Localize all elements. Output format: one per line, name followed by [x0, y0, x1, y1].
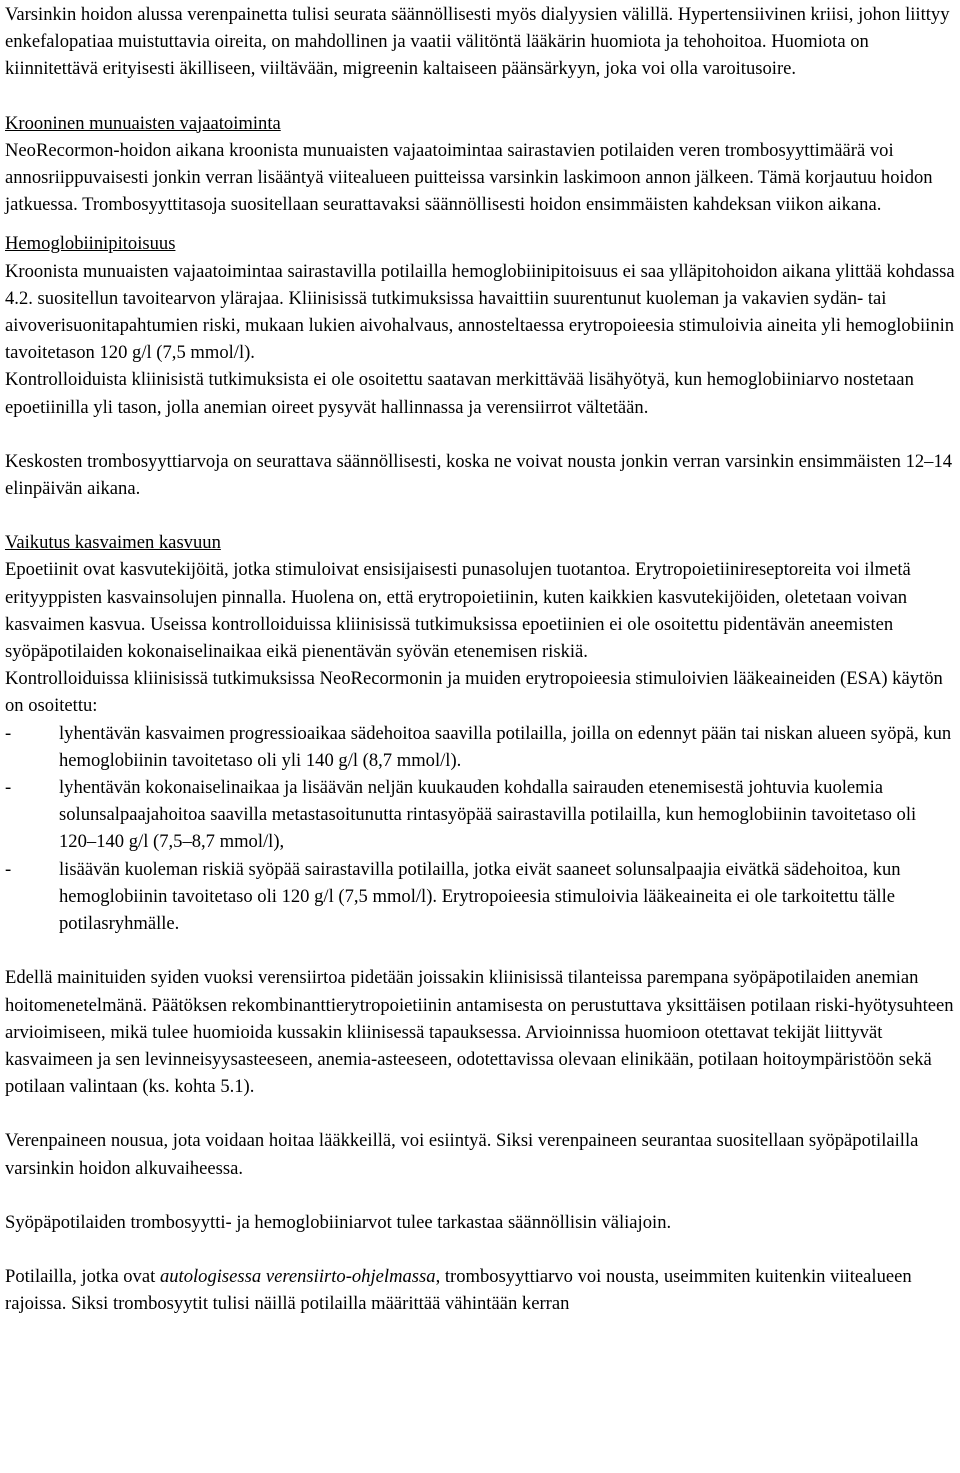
cancer-labs-paragraph: Syöpäpotilaiden trombosyytti- ja hemoglobiiniarvot tulee tarkastaa säännöllisin väliajoin. [5, 1211, 672, 1233]
list-dash: - [5, 858, 12, 880]
list-dash: - [5, 777, 12, 799]
spacer [5, 502, 955, 529]
spacer [5, 1100, 955, 1127]
list-item-text: lisäävän kuoleman riskiä syöpää sairastavilla potilailla, jotka eivät saaneet solunsalpaajia eivätkä sädehoitoa, kun hemoglobiinin tavoitetaso oli 120 g/l (7,5 mmol/l). Erytropoieesia stimuloivia lääkeaineita ei ole tarkoitettu tälle potilasryhmälle. [59, 858, 901, 935]
ckd-paragraph: NeoRecormon-hoidon aikana kroonista munuaisten vajaatoimintaa sairastavien potilaiden veren trombosyyttimäärä voi annosriippuvaisesti jonkin verran lisääntyä viitealueen puitteissa varsinkin laskimoon annon jälkeen. Tämä korjautuu hoidon jatkuessa. Trombosyyttitasoja suositellaan seurattavaksi säännöllisesti hoidon ensimmäisten kahdeksan viikon aikana. [5, 139, 933, 216]
tumour-growth-heading: Vaikutus kasvaimen kasvuun [5, 532, 221, 554]
spacer [5, 218, 955, 230]
hemoglobin-paragraph-1: Kroonista munuaisten vajaatoimintaa sairastavilla potilailla hemoglobiinipitoisuus ei saa ylläpitohoidon aikana ylittää kohdassa 4.2. suositellun tavoitearvon ylärajaa. Kliinisissä tutkimuksissa havaittiin suurentunut kuoleman ja vakavien sydän- tai aivoverisuonitapahtumien riski, mukaan lukien aivohalvaus, annosteltaessa erytropoieesia stimuloivia aineita yli hemoglobiinin tavoitetason 120 g/l (7,5 mmol/l). [5, 260, 955, 364]
autologous-lead: Potilailla, jotka ovat [5, 1265, 160, 1287]
list-item [5, 856, 955, 938]
autologous-rest: , trombosyyttiarvo voi nousta, useimmiten kuitenkin viitealueen rajoissa. Siksi trombosyytit tulisi näillä potilailla määrittää vähintään kerran [5, 1265, 912, 1315]
list-item [5, 720, 955, 774]
autologous-emphasis: autologisessa verensiirto-ohjelmassa [159, 1265, 436, 1287]
list-item [5, 774, 955, 856]
intro-paragraph: Varsinkin hoidon alussa verenpainetta tulisi seurata säännöllisesti myös dialyysien välillä. Hypertensiivinen kriisi, johon liittyy enkefalopatiaa muistuttavia oireita, on mahdollinen ja vaatii välitöntä lääkärin huomiota ja tehohoitoa. Huomiota on kiinnitettävä erityisesti äkilliseen, viiltävään, migreenin kaltaiseen päänsärkyyn, joka voi olla varoitusoire. [5, 4, 950, 80]
autologous-paragraph [5, 1263, 955, 1317]
spacer [5, 1182, 955, 1209]
spacer [5, 937, 955, 964]
list-dash: - [5, 722, 12, 744]
ckd-heading: Krooninen munuaisten vajaatoiminta [5, 112, 281, 134]
hemoglobin-heading: Hemoglobiinipitoisuus [5, 233, 176, 255]
spacer [5, 1236, 955, 1263]
spacer [5, 421, 955, 448]
tumour-growth-paragraph-1: Epoetiinit ovat kasvutekijöitä, jotka stimuloivat ensisijaisesti punasolujen tuotantoa. Erytropoietiinireseptoreita voi ilmetä erityyppisten kasvainsolujen pinnalla. Huolena on, että erytropoietiinin, kuten kaikkien kasvutekijöiden, oletetaan voivan kasvaimen kasvua. Useissa kontrolloiduissa kliinisissä tutkimuksissa epoetiinien ei ole osoitettu pidentävän aneemisten syöpäpotilaiden kokonaiselinaikaa eikä pienentävän syövän etenemisen riskiä. [5, 559, 911, 663]
blood-pressure-paragraph: Verenpaineen nousua, jota voidaan hoitaa lääkkeillä, voi esiintyä. Siksi verenpaineen seurantaa suositellaan syöpäpotilailla varsinkin hoidon alkuvaiheessa. [5, 1130, 919, 1179]
document-page [5, 1, 955, 1317]
list-item-text: lyhentävän kasvaimen progressioaikaa sädehoitoa saavilla potilailla, joilla on edennyt pään tai niskan alueen syöpä, kun hemoglobiinin tavoitetaso oli yli 140 g/l (8,7 mmol/l). [59, 722, 952, 771]
preterm-platelets-paragraph: Keskosten trombosyyttiarvoja on seurattava säännöllisesti, koska ne voivat nousta jonkin verran varsinkin ensimmäisten 12–14 elinpäivän aikana. [5, 450, 953, 500]
list-item-text: lyhentävän kokonaiselinaikaa ja lisäävän neljän kuukauden kohdalla sairauden etenemisestä johtuvia kuolemia solunsalpaajahoitoa saavilla metastasoitunutta rintasyöpää sairastavilla potilailla, kun hemoglobiinin tavoitetaso oli 120–140 g/l (7,5–8,7 mmol/l), [59, 777, 917, 853]
tumour-growth-paragraph-2: Kontrolloiduissa kliinisissä tutkimuksissa NeoRecormonin ja muiden erytropoieesia stimuloivien lääkeaineiden (ESA) käytön on osoitettu: [5, 668, 943, 717]
hemoglobin-paragraph-2: Kontrolloiduista kliinisistä tutkimuksista ei ole osoitettu saatavan merkittävää lisähyötyä, kun hemoglobiiniarvo nostetaan epoetiinilla yli tason, jolla anemian oireet pysyvät hallinnassa ja verensiirrot vältetään. [5, 369, 914, 418]
spacer [5, 83, 955, 110]
transfusion-paragraph: Edellä mainituiden syiden vuoksi verensiirtoa pidetään joissakin kliinisissä tilanteissa parempana syöpäpotilaiden anemian hoitomenetelmänä. Päätöksen rekombinanttierytropoietiinin antamisesta on perustuttava yksittäisen potilaan riski-hyötysuhteen arvioimiseen, mikä tulee huomioida kussakin kliinisessä tapauksessa. Arvioinnissa huomioon otettavat tekijät liittyvät kasvaimeen ja sen levinneisyysasteeseen, anemia-asteeseen, odotettavissa olevaan elinikään, potilaan hoitoympäristöön sekä potilaan valintaan (ks. kohta 5.1). [5, 967, 954, 1098]
